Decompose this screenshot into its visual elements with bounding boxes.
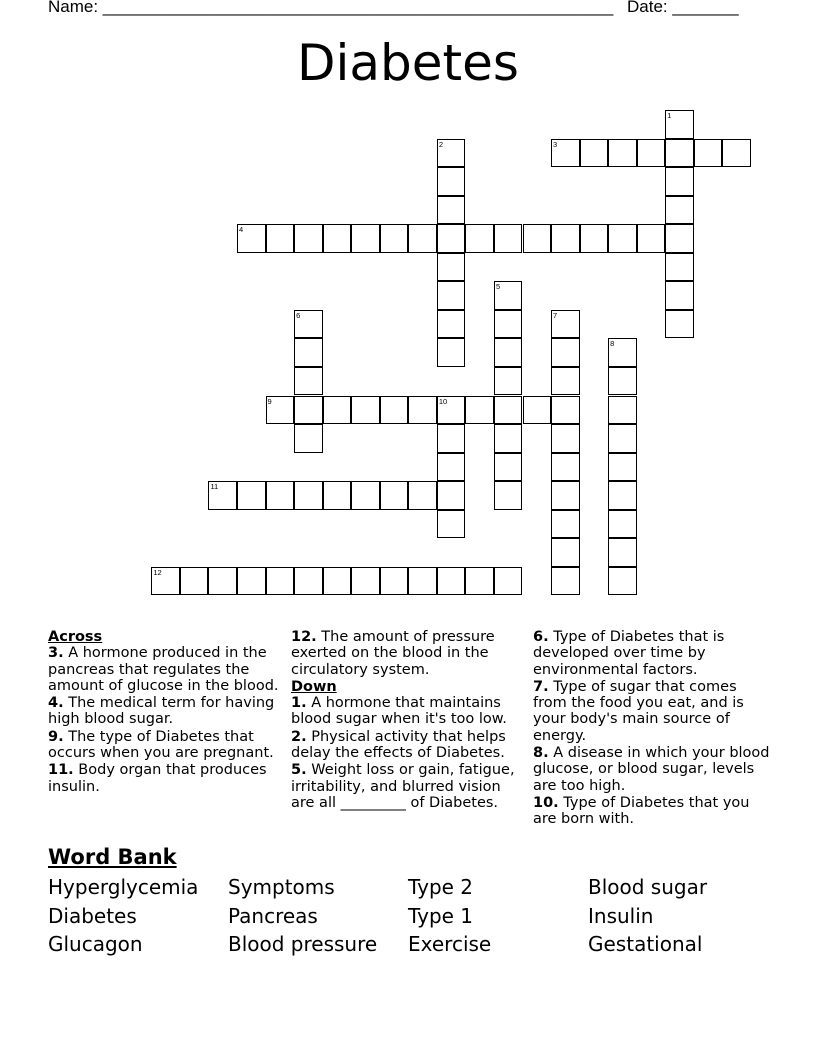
crossword-cell[interactable] — [494, 567, 523, 596]
crossword-cell[interactable] — [608, 224, 637, 253]
crossword-cell[interactable] — [665, 224, 694, 253]
clue-across-12 — [291, 629, 527, 678]
crossword-cell[interactable] — [465, 396, 494, 425]
word-bank-title: Word Bank — [48, 845, 177, 869]
clue-down-6 — [533, 629, 773, 678]
crossword-cell[interactable] — [494, 481, 523, 510]
word-bank-word: Insulin — [588, 903, 654, 928]
clue-number: 7. — [533, 678, 549, 695]
clue-number: 12. — [291, 629, 317, 645]
crossword-cell[interactable] — [208, 567, 237, 596]
crossword-cell[interactable] — [294, 481, 323, 510]
clue-across-9 — [48, 729, 288, 762]
cell-number: 8 — [610, 339, 615, 349]
crossword-cell[interactable] — [523, 224, 552, 253]
crossword-cell[interactable] — [551, 424, 580, 453]
crossword-cell[interactable] — [408, 481, 437, 510]
crossword-cell[interactable] — [380, 224, 409, 253]
crossword-cell[interactable] — [465, 567, 494, 596]
crossword-cell[interactable] — [151, 567, 180, 596]
crossword-cell[interactable] — [551, 567, 580, 596]
clue-text: The medical term for having high blood sugar. — [48, 695, 275, 728]
clue-text: A hormone produced in the pancreas that regulates the amount of glucose in the blood. — [48, 645, 279, 694]
cell-number: 11 — [210, 482, 219, 492]
cell-number: 3 — [553, 139, 558, 149]
crossword-cell[interactable] — [551, 481, 580, 510]
crossword-cell[interactable] — [294, 367, 323, 396]
clue-text: Type of Diabetes that you are born with. — [533, 794, 750, 828]
clue-down-5 — [291, 762, 527, 811]
clue-across-3 — [48, 645, 288, 694]
clue-text: The type of Diabetes that occurs when you are pregnant. — [48, 728, 274, 762]
crossword-cell[interactable] — [437, 253, 466, 282]
word-bank-word: Exercise — [408, 932, 492, 956]
crossword-cell[interactable] — [380, 396, 409, 425]
down-heading: Down — [291, 678, 337, 695]
crossword-cell[interactable] — [608, 538, 637, 567]
clue-number: 1. — [291, 695, 307, 712]
crossword-cell[interactable] — [551, 338, 580, 367]
clue-number: 4. — [48, 695, 64, 712]
crossword-cell[interactable] — [351, 567, 380, 596]
crossword-cell[interactable] — [294, 338, 323, 367]
word-bank-word: Hyperglycemia — [48, 875, 199, 899]
crossword-cell[interactable] — [437, 196, 466, 225]
crossword-cell[interactable] — [608, 510, 637, 539]
clue-number: 3. — [48, 645, 64, 662]
date-field[interactable]: Date: _______ — [627, 0, 739, 16]
word-bank-word: Pancreas — [228, 903, 318, 928]
crossword-cell[interactable] — [437, 396, 466, 425]
crossword-cell[interactable] — [494, 281, 523, 310]
crossword-cell[interactable] — [180, 567, 209, 596]
word-bank-word: Symptoms — [228, 875, 335, 899]
crossword-cell[interactable] — [208, 481, 237, 510]
cell-number: 5 — [495, 282, 501, 292]
crossword-cell[interactable] — [580, 224, 609, 253]
crossword-cell[interactable] — [437, 224, 466, 253]
crossword-cell[interactable] — [551, 396, 580, 425]
crossword-cell[interactable] — [637, 224, 666, 253]
crossword-cell[interactable] — [665, 110, 694, 139]
crossword-cell[interactable] — [494, 338, 523, 367]
crossword-cell[interactable] — [608, 567, 637, 596]
crossword-cell[interactable] — [494, 453, 523, 482]
word-bank-word: Glucagon — [48, 932, 143, 956]
clue-across-4 — [48, 695, 288, 728]
clues-column-3 — [533, 629, 773, 829]
crossword-cell[interactable] — [351, 396, 380, 425]
crossword-cell[interactable] — [665, 310, 694, 339]
crossword-cell[interactable] — [437, 453, 466, 482]
crossword-cell[interactable] — [437, 424, 466, 453]
crossword-cell[interactable] — [437, 139, 466, 168]
crossword-cell[interactable] — [551, 510, 580, 539]
crossword-cell[interactable] — [266, 224, 295, 253]
crossword-cell[interactable] — [608, 139, 637, 168]
crossword-cell[interactable] — [494, 424, 523, 453]
crossword-cell[interactable] — [351, 481, 380, 510]
word-bank-word: Blood sugar — [588, 875, 708, 899]
crossword-cell[interactable] — [323, 481, 352, 510]
crossword-cell[interactable] — [294, 567, 323, 596]
crossword-cell[interactable] — [266, 567, 295, 596]
clue-text: Body organ that produces insulin. — [48, 762, 267, 795]
clue-number: 9. — [48, 728, 64, 745]
crossword-cell[interactable] — [694, 139, 723, 168]
cell-number: 4 — [239, 225, 244, 235]
clue-text: The amount of pressure exerted on the blood in the circulatory system. — [291, 629, 495, 678]
crossword-cell[interactable] — [665, 167, 694, 196]
clue-text: Weight loss or gain, fatigue, irritability, and blurred vision are all _________ of Diabetes. — [291, 762, 515, 811]
crossword-cell[interactable] — [437, 567, 466, 596]
crossword-cell[interactable] — [237, 224, 266, 253]
clue-text: Physical activity that helps delay the effects of Diabetes. — [291, 728, 506, 762]
crossword-cell[interactable] — [323, 396, 352, 425]
crossword-cell[interactable] — [437, 481, 466, 510]
clue-across-11 — [48, 762, 288, 795]
cell-number: 6 — [296, 310, 301, 320]
clue-text: Type of Diabetes that is developed over time by environmental factors. — [533, 629, 725, 678]
crossword-cell[interactable] — [665, 196, 694, 225]
crossword-cell[interactable] — [551, 367, 580, 396]
crossword-cell[interactable] — [494, 310, 523, 339]
clues-column-2 — [291, 629, 527, 812]
word-bank-word: Type 1 — [408, 903, 474, 928]
crossword-cell[interactable] — [294, 310, 323, 339]
crossword-cell[interactable] — [608, 367, 637, 396]
crossword-cell[interactable] — [437, 310, 466, 339]
crossword-cell[interactable] — [551, 453, 580, 482]
crossword-cell[interactable] — [465, 224, 494, 253]
cell-number: 10 — [438, 396, 448, 406]
crossword-cell[interactable] — [665, 281, 694, 310]
cell-number: 12 — [153, 567, 162, 577]
name-field[interactable]: Name: ______________________________________________________ — [48, 0, 614, 16]
clue-number: 6. — [533, 629, 549, 645]
crossword-cell[interactable] — [266, 396, 295, 425]
crossword-cell[interactable] — [551, 224, 580, 253]
cell-number: 9 — [267, 396, 272, 406]
crossword-cell[interactable] — [665, 139, 694, 168]
crossword-cell[interactable] — [408, 396, 437, 425]
crossword-cell[interactable] — [437, 167, 466, 196]
crossword-cell[interactable] — [494, 224, 523, 253]
crossword-cell[interactable] — [523, 396, 552, 425]
word-bank-word: Diabetes — [48, 903, 137, 928]
crossword-cell[interactable] — [494, 396, 523, 425]
crossword-cell[interactable] — [551, 139, 580, 168]
clue-text: A hormone that maintains blood sugar when it's too low. — [291, 695, 507, 728]
crossword-cell[interactable] — [551, 310, 580, 339]
clue-down-10 — [533, 795, 773, 828]
clue-text: Type of sugar that comes from the food you eat, and is your body's main source of energy. — [533, 678, 744, 744]
word-bank-word: Type 2 — [408, 875, 474, 899]
clue-number: 10. — [533, 794, 559, 811]
crossword-cell[interactable] — [551, 538, 580, 567]
word-bank-word: Blood pressure — [228, 932, 378, 956]
crossword-cell[interactable] — [408, 224, 437, 253]
crossword-cell[interactable] — [351, 224, 380, 253]
clue-number: 8. — [533, 745, 549, 762]
clue-text: A disease in which your blood glucose, or blood sugar, levels are too high. — [533, 745, 770, 794]
clues-column-1 — [48, 629, 288, 796]
crossword-cell[interactable] — [380, 567, 409, 596]
crossword-cell[interactable] — [237, 567, 266, 596]
crossword-cell[interactable] — [323, 567, 352, 596]
crossword-cell[interactable] — [266, 481, 295, 510]
crossword-cell[interactable] — [294, 396, 323, 425]
page-title: Diabetes — [297, 34, 519, 92]
across-heading: Across — [48, 629, 103, 645]
cell-number: 7 — [553, 310, 558, 320]
crossword-cell[interactable] — [408, 567, 437, 596]
crossword-cell[interactable] — [608, 396, 637, 425]
crossword-cell[interactable] — [437, 510, 466, 539]
crossword-cell[interactable] — [637, 139, 666, 168]
crossword-cell[interactable] — [437, 281, 466, 310]
crossword-cell[interactable] — [294, 424, 323, 453]
clue-number: 2. — [291, 728, 307, 745]
word-bank-word: Gestational — [588, 932, 703, 956]
crossword-cell[interactable] — [665, 253, 694, 282]
crossword-cell[interactable] — [608, 338, 637, 367]
cell-number: 2 — [438, 139, 444, 149]
crossword-cell[interactable] — [237, 481, 266, 510]
crossword-cell[interactable] — [494, 367, 523, 396]
crossword-cell[interactable] — [608, 481, 637, 510]
crossword-cell[interactable] — [722, 139, 751, 168]
crossword-cell[interactable] — [437, 338, 466, 367]
cell-number: 1 — [667, 111, 672, 120]
crossword-cell[interactable] — [580, 139, 609, 168]
crossword-cell[interactable] — [380, 481, 409, 510]
crossword-cell[interactable] — [608, 424, 637, 453]
clue-down-7 — [533, 679, 773, 744]
clue-down-8 — [533, 745, 773, 794]
clue-number: 5. — [291, 762, 307, 779]
crossword-cell[interactable] — [608, 453, 637, 482]
clue-down-2 — [291, 729, 527, 762]
clue-down-1 — [291, 695, 527, 728]
crossword-cell[interactable] — [323, 224, 352, 253]
crossword-cell[interactable] — [294, 224, 323, 253]
clue-number: 11. — [48, 762, 74, 779]
